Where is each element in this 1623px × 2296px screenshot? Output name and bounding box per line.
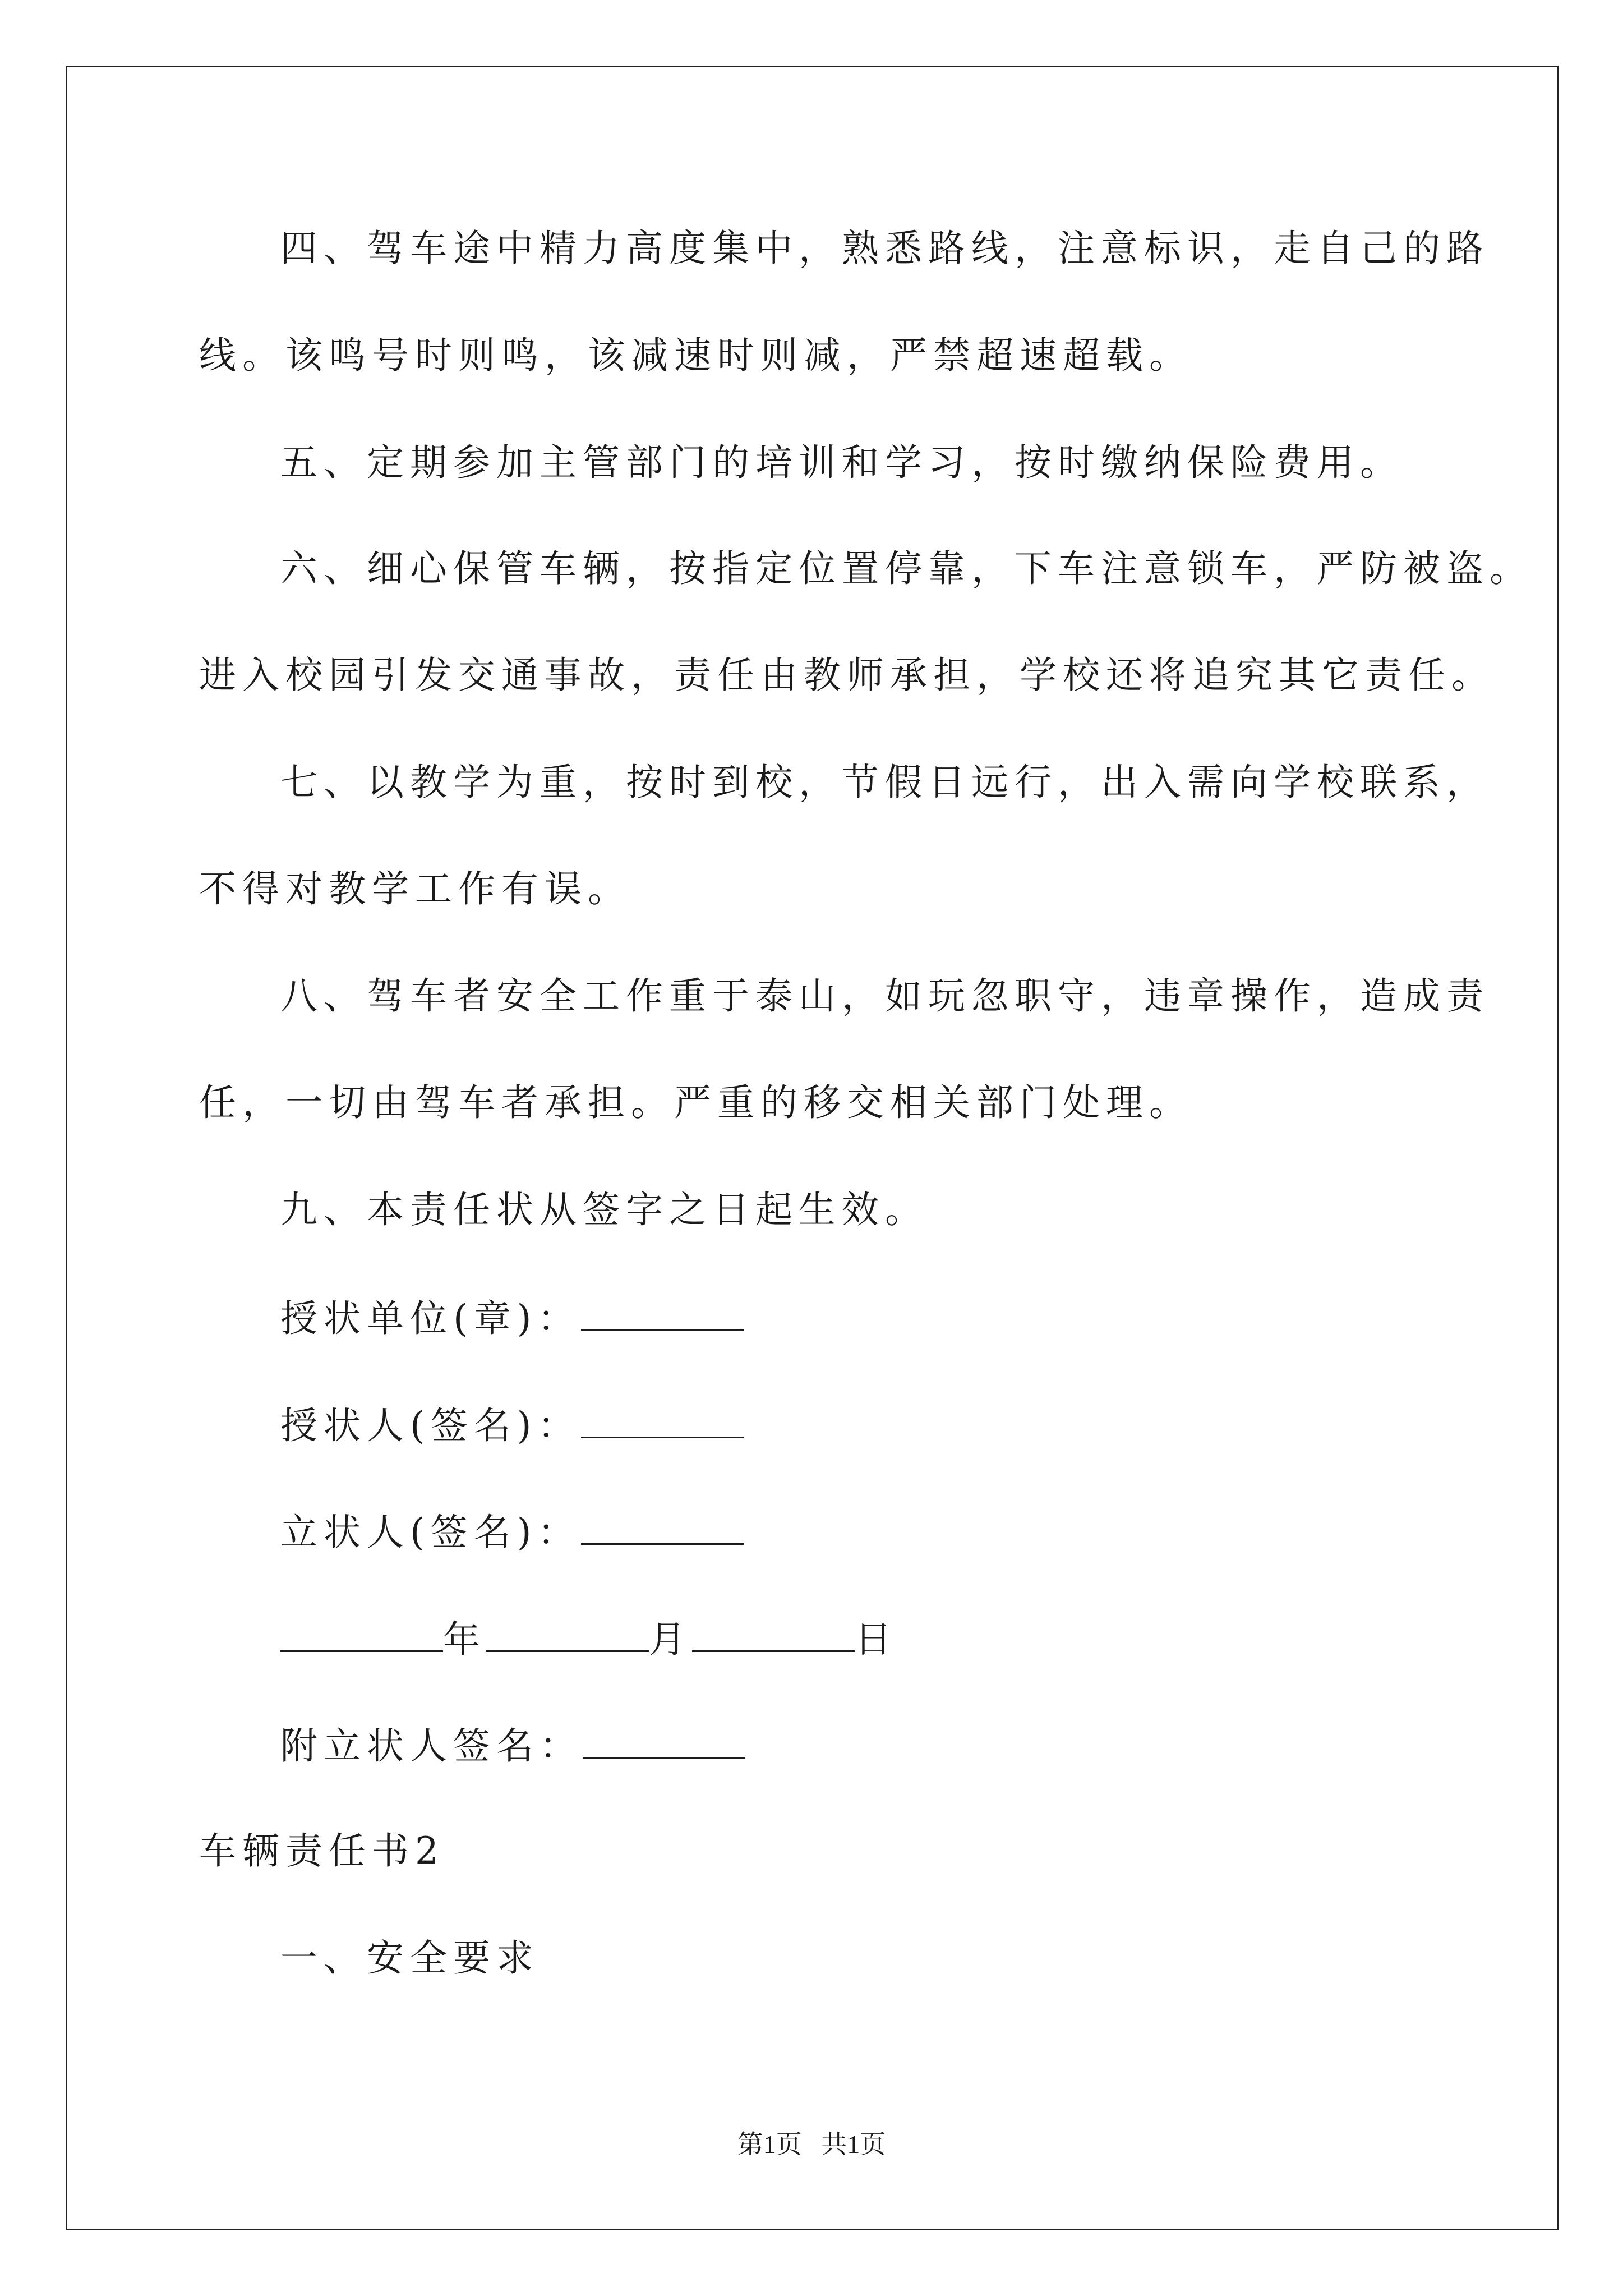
pledger-signature-blank (581, 1512, 744, 1545)
day-label: 日 (855, 1618, 898, 1661)
year-blank (280, 1619, 443, 1652)
section-2-title: 车辆责任书2 (199, 1829, 445, 1872)
clause-6-line-2: 进入校园引发交通事故，责任由教师承担，学校还将追究其它责任。 (199, 654, 1495, 697)
clause-8-line-2: 任，一切由驾车者承担。严重的移交相关部门处理。 (199, 1081, 1192, 1124)
grantor-signature-blank (581, 1405, 744, 1438)
clause-9: 九、本责任状从签字之日起生效。 (280, 1188, 928, 1231)
clause-7-line-2: 不得对教学工作有误。 (199, 867, 631, 910)
clause-4-line-1: 四、驾车途中精力高度集中，熟悉路线，注意标识，走自己的路 (280, 227, 1490, 270)
pledger-signature-row (280, 1511, 744, 1554)
clause-6-line-1: 六、细心保管车辆，按指定位置停靠，下车注意锁车，严防被盗。 (280, 547, 1533, 590)
clause-7-line-1: 七、以教学为重，按时到校，节假日远行，出入需向学校联系， (280, 761, 1490, 804)
date-row (280, 1618, 898, 1661)
unit-signature-row (280, 1297, 744, 1340)
page-border (66, 66, 1559, 2230)
month-label: 月 (649, 1618, 692, 1661)
attached-signature-row (280, 1724, 745, 1768)
clause-5: 五、定期参加主管部门的培训和学习，按时缴纳保险费用。 (280, 441, 1403, 484)
month-blank (486, 1619, 649, 1652)
unit-seal-label: 授状单位(章)： (280, 1297, 581, 1340)
grantor-signature-row (280, 1404, 744, 1447)
day-blank (692, 1619, 855, 1652)
clause-4-line-2: 线。该鸣号时则鸣，该减速时则减，严禁超速超载。 (199, 334, 1192, 377)
year-label: 年 (443, 1618, 486, 1661)
attached-signature-label: 附立状人签名： (280, 1724, 583, 1768)
section-2-item-1: 一、安全要求 (280, 1936, 540, 1980)
unit-seal-blank (581, 1298, 744, 1331)
page-footer: 第1页 共1页 (737, 2130, 886, 2159)
clause-8-line-1: 八、驾车者安全工作重于泰山，如玩忽职守，违章操作，造成责 (280, 974, 1490, 1018)
grantor-signature-label: 授状人(签名)： (280, 1404, 581, 1447)
pledger-signature-label: 立状人(签名)： (280, 1511, 581, 1554)
attached-signature-blank (583, 1726, 745, 1759)
